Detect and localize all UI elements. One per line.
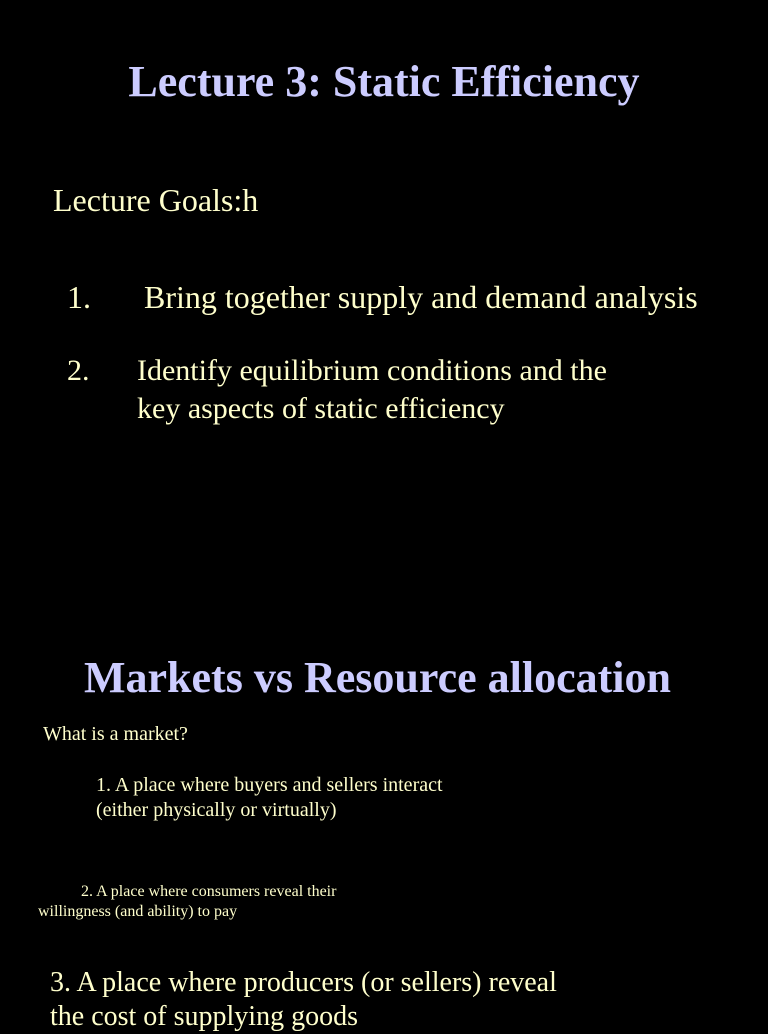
market-point-1-line-2: (either physically or virtually) [96,799,337,821]
lecture-goals-label: Lecture Goals:h [53,182,259,218]
market-point-3-line-1: 3. A place where producers (or sellers) reveal [50,967,557,998]
market-point-2-line-2: willingness (and ability) to pay [38,903,238,920]
goal-1-number: 1. [67,279,91,315]
market-question: What is a market? [43,723,188,745]
goal-1-text: Bring together supply and demand analysis [144,279,698,315]
goal-2-text-line-2: key aspects of static efficiency [137,392,505,425]
section-title: Markets vs Resource allocation [84,653,671,702]
slide-title: Lecture 3: Static Efficiency [128,57,640,106]
goal-2-number: 2. [67,354,90,387]
market-point-3-line-2: the cost of supplying goods [50,1001,358,1032]
market-point-1-line-1: 1. A place where buyers and sellers interact [96,774,443,796]
market-point-2-line-1: 2. A place where consumers reveal their [81,883,337,900]
goal-2-text-line-1: Identify equilibrium conditions and the [137,354,607,387]
